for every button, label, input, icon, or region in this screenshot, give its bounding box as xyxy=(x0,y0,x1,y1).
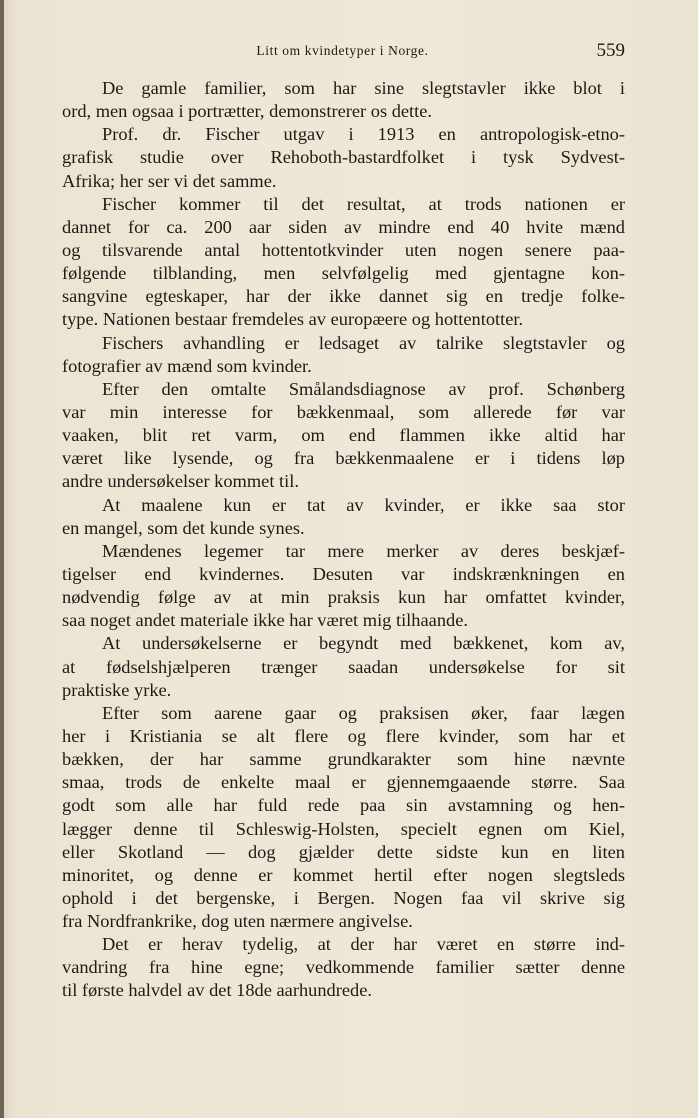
text-line: ophold i det bergenske, i Bergen. Nogen faa vil skrive sig xyxy=(62,887,625,908)
text-line: en mangel, som det kunde synes. xyxy=(62,517,305,538)
text-line: Prof. dr. Fischer utgav i 1913 en antropologisk-etno- xyxy=(102,124,625,145)
text-line: At maalene kun er tat av kvinder, er ikke saa stor xyxy=(102,494,625,515)
text-line: ord, men ogsaa i portrætter, demonstrerer os dette. xyxy=(62,101,433,122)
text-line: vaaken, blit ret varm, om end flammen ikke altid har xyxy=(62,425,625,446)
text-line: her i Kristiania se alt flere og flere kvinder, som har et xyxy=(62,725,625,746)
text-line: til første halvdel av det 18de aarhundrede. xyxy=(62,980,372,1001)
text-line: lægger denne til Schleswig-Holsten, specielt egnen om Kiel, xyxy=(62,818,625,839)
text-line: og tilsvarende antal hottentotkvinder uten nogen senere paa- xyxy=(62,239,625,260)
text-line: De gamle familier, som har sine slegtstavler ikke blot i xyxy=(102,78,625,98)
text-line: tigelser end kvindernes. Desuten var indskrænkningen en xyxy=(62,563,625,584)
text-line: saa noget andet materiale ikke har været mig tilhaande. xyxy=(62,610,468,631)
running-head xyxy=(60,40,625,62)
body-text xyxy=(62,77,625,1003)
binding-edge xyxy=(0,0,4,1118)
text-line: Efter den omtalte Smålandsdiagnose av prof. Schønberg xyxy=(102,378,625,399)
text-line: Mændenes legemer tar mere merker av deres beskjæf- xyxy=(102,540,625,561)
text-line: grafisk studie over Rehoboth-bastardfolket i tysk Sydvest- xyxy=(62,147,625,168)
page-number: 559 xyxy=(596,40,625,61)
text-line: eller Skotland — dog gjælder dette sidste kun en liten xyxy=(62,841,625,862)
text-line: følgende tilblanding, men selvfølgelig med gjentagne kon- xyxy=(62,263,625,284)
running-head-title: Litt om kvindetyper i Norge. xyxy=(256,43,429,58)
text-line: været like lysende, og fra bækkenmaalene er i tidens løp xyxy=(62,448,625,469)
text-line: Det er herav tydelig, at der har været en større ind- xyxy=(102,934,625,955)
text-line: fra Nordfrankrike, dog uten nærmere angivelse. xyxy=(62,911,413,932)
text-line: Fischer kommer til det resultat, at trods nationen er xyxy=(102,193,625,214)
text-line: dannet for ca. 200 aar siden av mindre end 40 hvite mænd xyxy=(62,216,625,237)
text-line: minoritet, og denne er kommet hertil efter nogen slegtsleds xyxy=(62,864,625,885)
text-line: andre undersøkelser kommet til. xyxy=(62,471,299,492)
text-line: at fødselshjælperen trænger saadan undersøkelse for sit xyxy=(62,656,625,677)
text-line: type. Nationen bestaar fremdeles av europæere og hottentotter. xyxy=(62,309,524,330)
text-line: var min interesse for bækkenmaal, som allerede før var xyxy=(62,401,625,422)
text-line: nødvendig følge av at min praksis kun har omfattet kvinder, xyxy=(62,587,625,608)
text-line: godt som alle har fuld rede paa sin avstamning og hen- xyxy=(62,795,625,816)
text-line: vandring fra hine egne; vedkommende familier sætter denne xyxy=(62,957,625,978)
text-line: Afrika; her ser vi det samme. xyxy=(62,170,277,191)
text-line: praktiske yrke. xyxy=(62,679,172,700)
text-line: At undersøkelserne er begyndt med bækkenet, kom av, xyxy=(102,633,625,654)
text-line: Efter som aarene gaar og praksisen øker, faar lægen xyxy=(102,702,625,723)
text-line: sangvine egteskaper, har der ikke dannet sig en tredje folke- xyxy=(62,286,625,307)
text-line: Fischers avhandling er ledsaget av talrike slegtstavler og xyxy=(102,332,625,353)
text-line: fotografier av mænd som kvinder. xyxy=(62,355,312,376)
text-line: smaa, trods de enkelte maal er gjennemgaaende større. Saa xyxy=(62,772,625,793)
text-line: bækken, der har samme grundkarakter som hine nævnte xyxy=(62,749,625,770)
